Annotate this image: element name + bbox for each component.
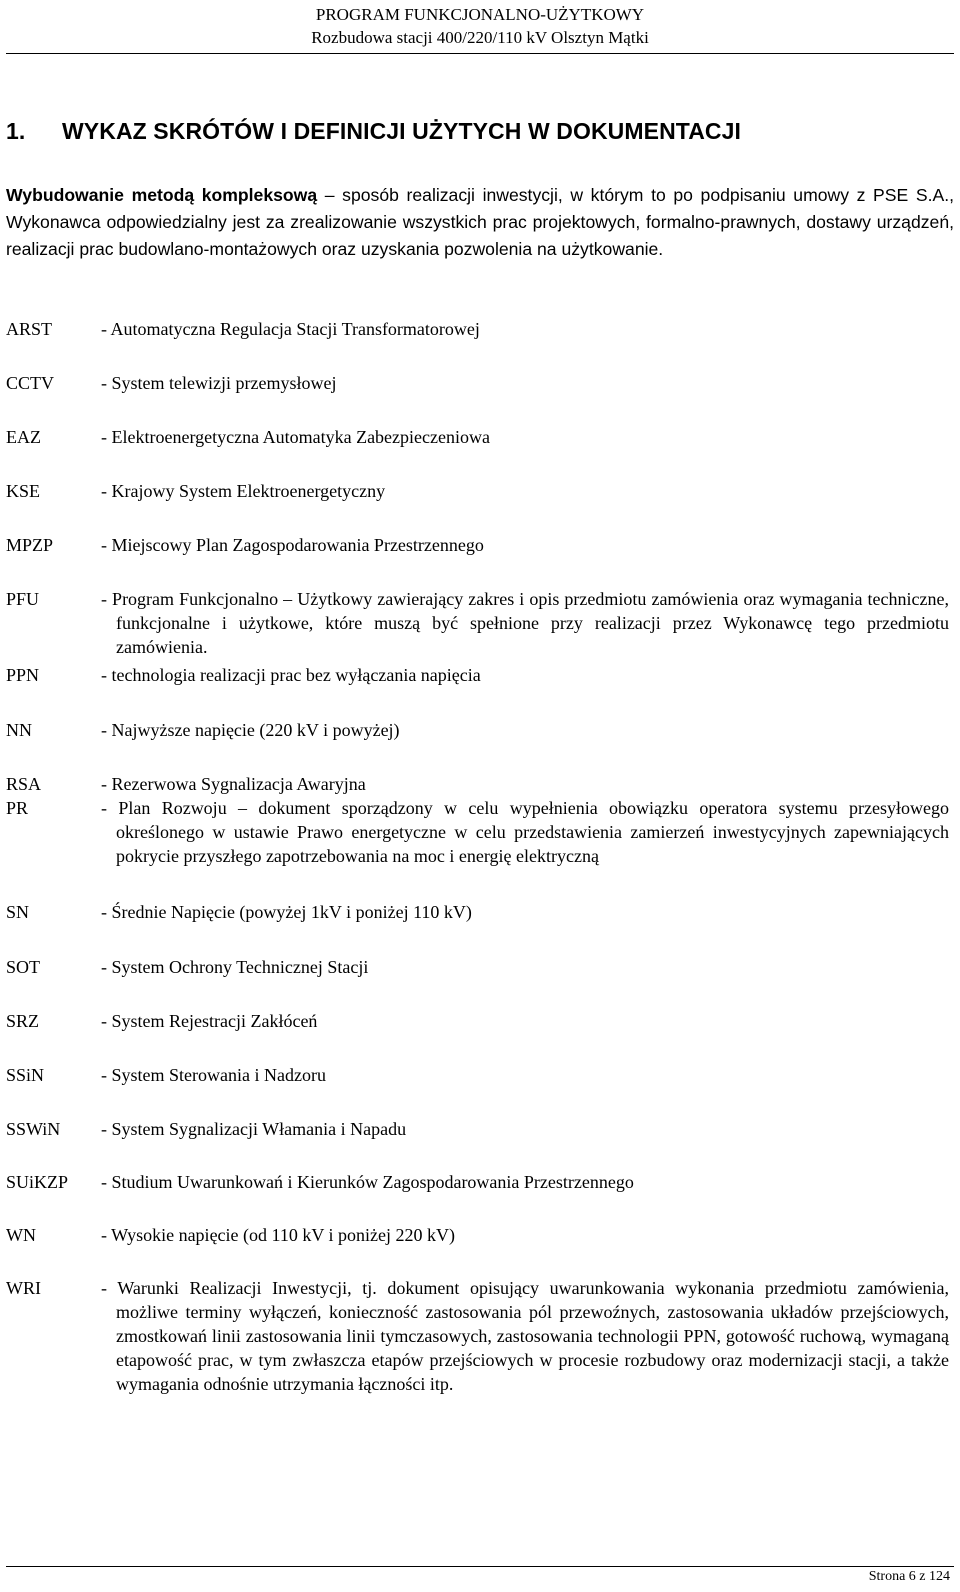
footer-divider bbox=[6, 1566, 954, 1567]
intro-paragraph bbox=[6, 182, 954, 263]
abbreviation-definition: - Program Funkcjonalno – Użytkowy zawierający zakres i opis przedmiotu zamówienia oraz wymagania techniczne, funkcjonalne i użytkowe, które muszą być spełnione przy realizacji przez Wykonawcę tego przedmiotu zamówienia. bbox=[101, 589, 949, 657]
intro-term: Wybudowanie metodą kompleksową bbox=[6, 185, 318, 205]
abbreviation-definition: - System Rejestracji Zakłóceń bbox=[101, 1011, 318, 1031]
section-heading bbox=[6, 118, 956, 145]
section-number: 1. bbox=[6, 118, 26, 144]
abbreviation-definition: - Elektroenergetyczna Automatyka Zabezpieczeniowa bbox=[101, 427, 490, 447]
abbreviation-key: MPZP bbox=[6, 535, 54, 555]
abbreviation-definition: - Najwyższe napięcie (220 kV i powyżej) bbox=[101, 720, 400, 740]
abbreviation-definition: - System telewizji przemysłowej bbox=[101, 373, 337, 393]
abbreviation-key: PR bbox=[6, 798, 29, 818]
abbreviation-definition: - Plan Rozwoju – dokument sporządzony w celu wypełnienia obowiązku operatora systemu przesyłowego określonego w ustawie Prawo energetyczne w celu przedstawienia zamierzeń inwestycyjnych zapewniających pokrycie przyszłego zapotrzebowania na moc i energię elektryczną bbox=[101, 798, 949, 866]
header-project-name: Rozbudowa stacji 400/220/110 kV Olsztyn Mątki bbox=[311, 28, 649, 47]
abbreviation-definition: - Wysokie napięcie (od 110 kV i poniżej 220 kV) bbox=[101, 1225, 456, 1245]
abbreviation-definition: - System Sterowania i Nadzoru bbox=[101, 1065, 326, 1085]
abbreviation-key: SRZ bbox=[6, 1011, 40, 1031]
abbreviation-key: EAZ bbox=[6, 427, 41, 447]
abbreviation-key: KSE bbox=[6, 481, 41, 501]
abbreviation-key: PPN bbox=[6, 665, 40, 685]
abbreviation-definition: - Rezerwowa Sygnalizacja Awaryjna bbox=[101, 774, 366, 794]
abbreviation-key: NN bbox=[6, 720, 32, 740]
abbreviation-definition: - Studium Uwarunkowań i Kierunków Zagospodarowania Przestrzennego bbox=[101, 1172, 634, 1192]
abbreviation-definition: - System Ochrony Technicznej Stacji bbox=[101, 957, 369, 977]
header-program-title: PROGRAM FUNKCJONALNO-UŻYTKOWY bbox=[315, 5, 645, 24]
abbreviation-key: SSiN bbox=[6, 1065, 45, 1085]
abbreviation-key: ARST bbox=[6, 319, 53, 339]
abbreviation-definition: - Krajowy System Elektroenergetyczny bbox=[101, 481, 386, 501]
abbreviation-key: SOT bbox=[6, 957, 41, 977]
abbreviation-definition: - Średnie Napięcie (powyżej 1kV i poniżej 110 kV) bbox=[101, 902, 472, 922]
abbreviation-key: CCTV bbox=[6, 373, 55, 393]
section-title: WYKAZ SKRÓTÓW I DEFINICJI UŻYTYCH W DOKUMENTACJI bbox=[62, 118, 742, 144]
abbreviation-definition: - technologia realizacji prac bez wyłączania napięcia bbox=[101, 665, 481, 685]
abbreviation-definition: - System Sygnalizacji Włamania i Napadu bbox=[101, 1119, 407, 1139]
page-header bbox=[0, 3, 960, 49]
abbreviation-key: SUiKZP bbox=[6, 1172, 69, 1192]
abbreviation-definition: - Warunki Realizacji Inwestycji, tj. dokument opisujący uwarunkowania wykonania przedmiotu zamówienia, możliwe terminy wyłączeń, konieczność zastosowania pól przewoźnych, zastosowania układów przejściowych, zmostkowań linii zastosowania linii tymczasowych, zastosowania technologii PPN, gotowość ruchową, wymaganą etapowość prac, w tym zwłaszcza etapów przejściowych w procesie rozbudowy oraz modernizacji stacji, a także wymagania odnośnie utrzymania łączności itp. bbox=[101, 1278, 949, 1394]
abbreviation-definition: - Automatyczna Regulacja Stacji Transformatorowej bbox=[101, 319, 480, 339]
abbreviation-key: WN bbox=[6, 1225, 36, 1245]
abbreviation-key: RSA bbox=[6, 774, 42, 794]
abbreviation-key: WRI bbox=[6, 1278, 41, 1298]
intro-definition: – sposób realizacji inwestycji, w którym to po podpisaniu umowy z PSE S.A., Wykonawca odpowiedzialny jest za zrealizowanie wszystkich prac projektowych, formalno-prawnych, dostawy urządzeń, realizacji prac budowlano-montażowych oraz uzyskania pozwolenia na użytkowanie. bbox=[6, 185, 954, 259]
abbreviation-definition: - Miejscowy Plan Zagospodarowania Przestrzennego bbox=[101, 535, 484, 555]
abbreviation-key: SN bbox=[6, 902, 30, 922]
header-divider bbox=[6, 53, 954, 54]
abbreviation-key: SSWiN bbox=[6, 1119, 61, 1139]
abbreviation-key: PFU bbox=[6, 589, 40, 609]
page-number: Strona 6 z 124 bbox=[868, 1569, 950, 1584]
